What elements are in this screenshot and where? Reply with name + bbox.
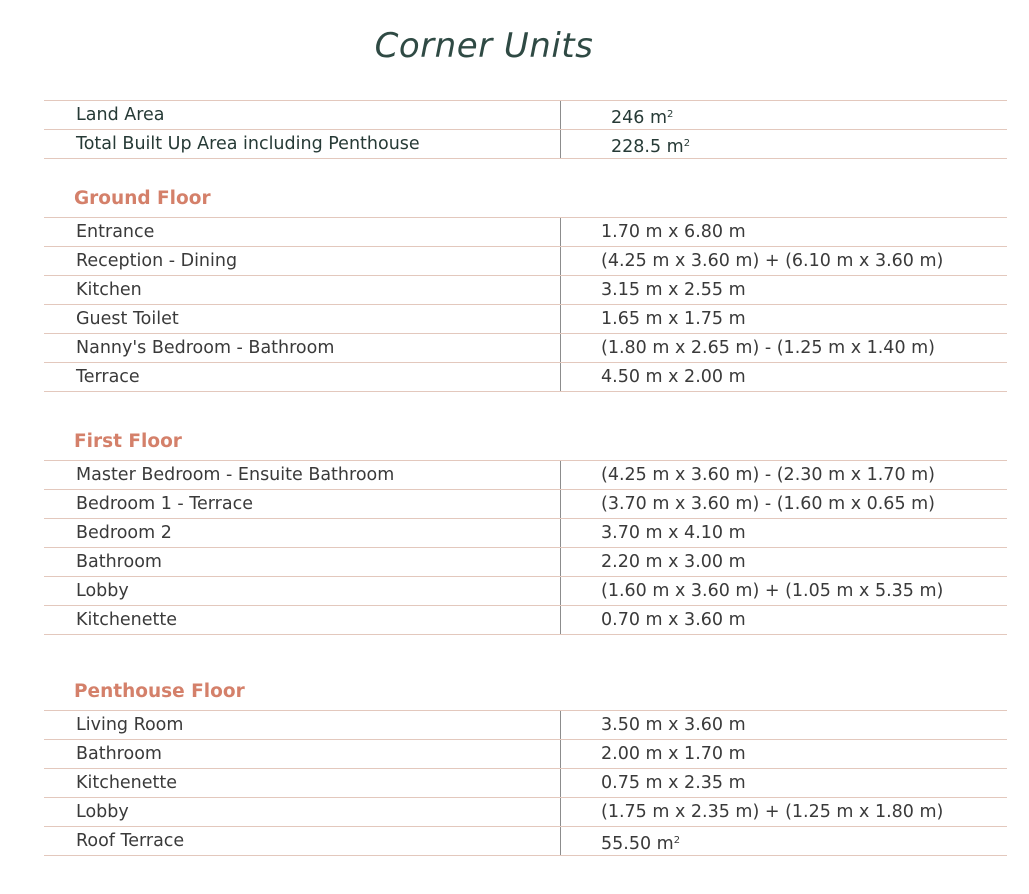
row-label: Roof Terrace xyxy=(76,831,185,851)
row-value: (1.60 m x 3.60 m) + (1.05 m x 5.35 m) xyxy=(601,581,944,601)
table-row xyxy=(44,827,1007,856)
column-divider xyxy=(560,519,561,547)
row-label: Reception - Dining xyxy=(76,251,238,271)
table-row xyxy=(44,276,1007,305)
row-label: Total Built Up Area including Penthouse xyxy=(76,134,420,154)
table-row xyxy=(44,218,1007,247)
row-value: (3.70 m x 3.60 m) - (1.60 m x 0.65 m) xyxy=(601,494,936,514)
row-value: 55.50 $m^2$ xyxy=(601,834,681,854)
column-divider xyxy=(560,363,561,391)
summary-table xyxy=(44,100,1007,159)
table-row xyxy=(44,461,1007,490)
section-title-first-floor: First Floor xyxy=(74,431,182,452)
row-label: Bathroom xyxy=(76,552,162,572)
row-value: 0.70 m x 3.60 m xyxy=(601,610,746,630)
row-value: 2.20 m x 3.00 m xyxy=(601,552,746,572)
row-value: 4.50 m x 2.00 m xyxy=(601,367,746,387)
table-row xyxy=(44,577,1007,606)
table-row xyxy=(44,769,1007,798)
row-label: Terrace xyxy=(76,367,140,387)
row-value: (4.25 m x 3.60 m) - (2.30 m x 1.70 m) xyxy=(601,465,936,485)
row-value: 3.15 m x 2.55 m xyxy=(601,280,746,300)
ground-floor-table xyxy=(44,217,1007,392)
first-floor-table xyxy=(44,460,1007,635)
table-row xyxy=(44,606,1007,635)
table-row xyxy=(44,711,1007,740)
table-row xyxy=(44,334,1007,363)
row-label: Kitchenette xyxy=(76,773,178,793)
row-label: Kitchen xyxy=(76,280,142,300)
row-label: Kitchenette xyxy=(76,610,178,630)
row-label: Bedroom 1 - Terrace xyxy=(76,494,253,514)
row-label: Lobby xyxy=(76,581,129,601)
table-row xyxy=(44,740,1007,769)
row-label: Bedroom 2 xyxy=(76,523,172,543)
table-row xyxy=(44,305,1007,334)
table-row xyxy=(44,548,1007,577)
column-divider xyxy=(560,334,561,362)
row-value: 246 $m^2$ xyxy=(611,108,674,128)
row-value: 1.70 m x 6.80 m xyxy=(601,222,746,242)
section-title-penthouse-floor: Penthouse Floor xyxy=(74,681,245,702)
column-divider xyxy=(560,769,561,797)
table-row xyxy=(44,490,1007,519)
column-divider xyxy=(560,461,561,489)
column-divider xyxy=(560,577,561,605)
column-divider xyxy=(560,218,561,246)
table-row xyxy=(44,101,1007,130)
row-value: 228.5 $m^2$ xyxy=(611,137,691,157)
row-value: 0.75 m x 2.35 m xyxy=(601,773,746,793)
column-divider xyxy=(560,490,561,518)
column-divider xyxy=(560,101,561,129)
row-label: Guest Toilet xyxy=(76,309,179,329)
column-divider xyxy=(560,130,561,158)
penthouse-floor-table xyxy=(44,710,1007,856)
row-label: Lobby xyxy=(76,802,129,822)
column-divider xyxy=(560,305,561,333)
row-label: Land Area xyxy=(76,105,165,125)
column-divider xyxy=(560,740,561,768)
column-divider xyxy=(560,711,561,739)
table-row xyxy=(44,363,1007,392)
row-value: 3.70 m x 4.10 m xyxy=(601,523,746,543)
row-value: 2.00 m x 1.70 m xyxy=(601,744,746,764)
row-value: (1.75 m x 2.35 m) + (1.25 m x 1.80 m) xyxy=(601,802,944,822)
table-row xyxy=(44,130,1007,159)
row-label: Nanny's Bedroom - Bathroom xyxy=(76,338,335,358)
row-label: Bathroom xyxy=(76,744,162,764)
column-divider xyxy=(560,247,561,275)
column-divider xyxy=(560,798,561,826)
row-label: Entrance xyxy=(76,222,155,242)
row-value: 3.50 m x 3.60 m xyxy=(601,715,746,735)
row-value: (1.80 m x 2.65 m) - (1.25 m x 1.40 m) xyxy=(601,338,936,358)
table-row xyxy=(44,798,1007,827)
column-divider xyxy=(560,276,561,304)
column-divider xyxy=(560,606,561,634)
page-title: Corner Units xyxy=(374,26,594,66)
row-value: 1.65 m x 1.75 m xyxy=(601,309,746,329)
table-row xyxy=(44,247,1007,276)
row-label: Master Bedroom - Ensuite Bathroom xyxy=(76,465,395,485)
table-row xyxy=(44,519,1007,548)
column-divider xyxy=(560,827,561,855)
section-title-ground-floor: Ground Floor xyxy=(74,188,211,209)
row-label: Living Room xyxy=(76,715,184,735)
row-value: (4.25 m x 3.60 m) + (6.10 m x 3.60 m) xyxy=(601,251,944,271)
column-divider xyxy=(560,548,561,576)
